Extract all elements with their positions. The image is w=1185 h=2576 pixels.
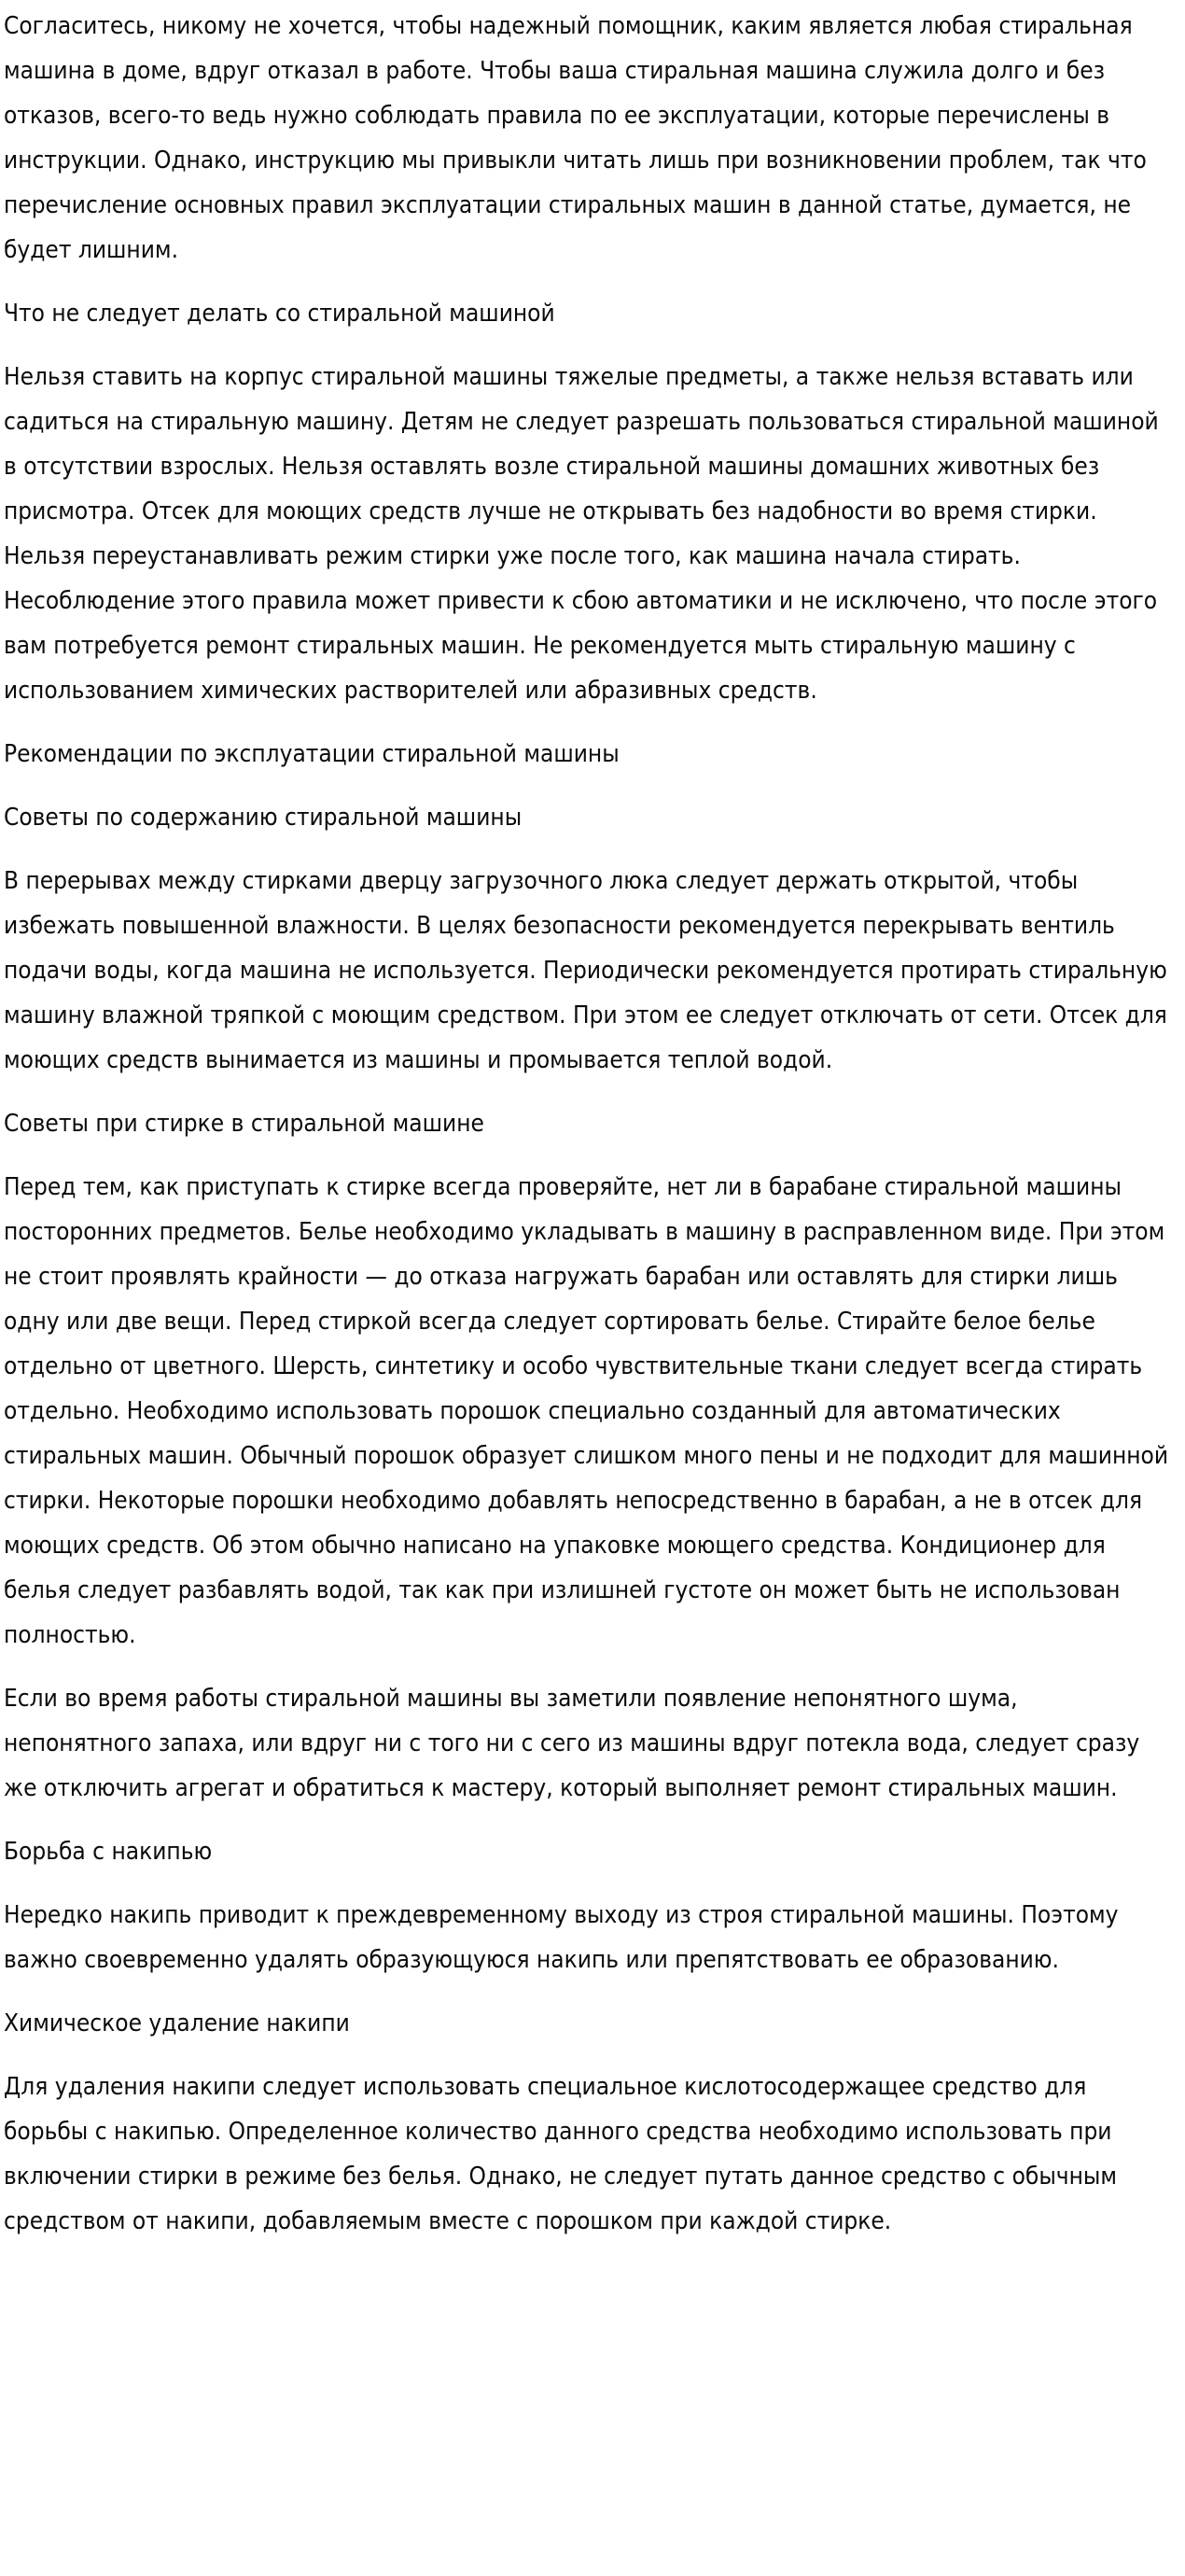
section-heading: Советы при стирке в стиральной машине [4, 1110, 484, 1138]
section-heading: Борьба с накипью [4, 1838, 213, 1866]
section-heading: Рекомендации по эксплуатации стиральной машины [4, 740, 620, 768]
article-paragraph: Согласитесь, никому не хочется, чтобы надежный помощник, каким является любая стиральная машина в доме, вдруг отказал в работе. Чтобы ваша стиральная машина служила долго и без отказов, всего-то ведь нужно соблюдать правила по ее эксплуатации, которые перечислены в инструкции. Однако, инструкцию мы привыкли читать лишь при возникновении проблем, так что перечисление основных правил эксплуатации стиральных машин в данной статье, думается, не будет лишним. [4, 12, 1147, 264]
article-paragraph: В перерывах между стирками дверцу загрузочного люка следует держать открытой, чтобы избежать повышенной влажности. В целях безопасности рекомендуется перекрывать вентиль подачи воды, когда машина не используется. Периодически рекомендуется протирать стиральную машину влажной тряпкой с моющим средством. При этом ее следует отключать от сети. Отсек для моющих средств вынимается из машины и промывается теплой водой. [4, 867, 1167, 1074]
section-heading: Советы по содержанию стиральной машины [4, 804, 523, 832]
section-heading: Химическое удаление накипи [4, 2009, 350, 2037]
article-paragraph: Перед тем, как приступать к стирке всегда проверяйте, нет ли в барабане стиральной машины посторонних предметов. Белье необходимо укладывать в машину в расправленном виде. При этом не стоит проявлять крайности — до отказа нагружать барабан или оставлять для стирки лишь одну или две вещи. Перед стиркой всегда следует сортировать белье. Стирайте белое белье отдельно от цветного. Шерсть, синтетику и особо чувствительные ткани следует всегда стирать отдельно. Необходимо использовать порошок специально созданный для автоматических стиральных машин. Обычный порошок образует слишком много пены и не подходит для машинной стирки. Некоторые порошки необходимо добавлять непосредственно в барабан, а не в отсек для моющих средств. Об этом обычно написано на упаковке моющего средства. Кондиционер для белья следует разбавлять водой, так как при излишней густоте он может быть не использован полностью. [4, 1173, 1169, 1649]
article-paragraph: Если во время работы стиральной машины вы заметили появление непонятного шума, непонятного запаха, или вдруг ни с того ни с сего из машины вдруг потекла вода, следует сразу же отключить агрегат и обратиться к мастеру, который выполняет ремонт стиральных машин. [4, 1685, 1140, 1802]
article-paragraph: Нельзя ставить на корпус стиральной машины тяжелые предметы, а также нельзя вставать или садиться на стиральную машину. Детям не следует разрешать пользоваться стиральной машиной в отсутствии взрослых. Нельзя оставлять возле стиральной машины домашних животных без присмотра. Отсек для моющих средств лучше не открывать без надобности во время стирки. Нельзя переустанавливать режим стирки уже после того, как машина начала стирать. Несоблюдение этого правила может привести к сбою автоматики и не исключено, что после этого вам потребуется ремонт стиральных машин. Не рекомендуется мыть стиральную машину с использованием химических растворителей или абразивных средств. [4, 363, 1159, 705]
article-paragraph: Нередко накипь приводит к преждевременному выходу из строя стиральной машины. Поэтому важно своевременно удалять образующуюся накипь или препятствовать ее образованию. [4, 1901, 1119, 1974]
section-heading: Что не следует делать со стиральной машиной [4, 300, 555, 328]
article-paragraph: Для удаления накипи следует использовать специальное кислотосодержащее средство для борьбы с накипью. Определенное количество данного средства необходимо использовать при включении стирки в режиме без белья. Однако, не следует путать данное средство с обычным средством от накипи, добавляемым вместе с порошком при каждой стирке. [4, 2073, 1118, 2235]
